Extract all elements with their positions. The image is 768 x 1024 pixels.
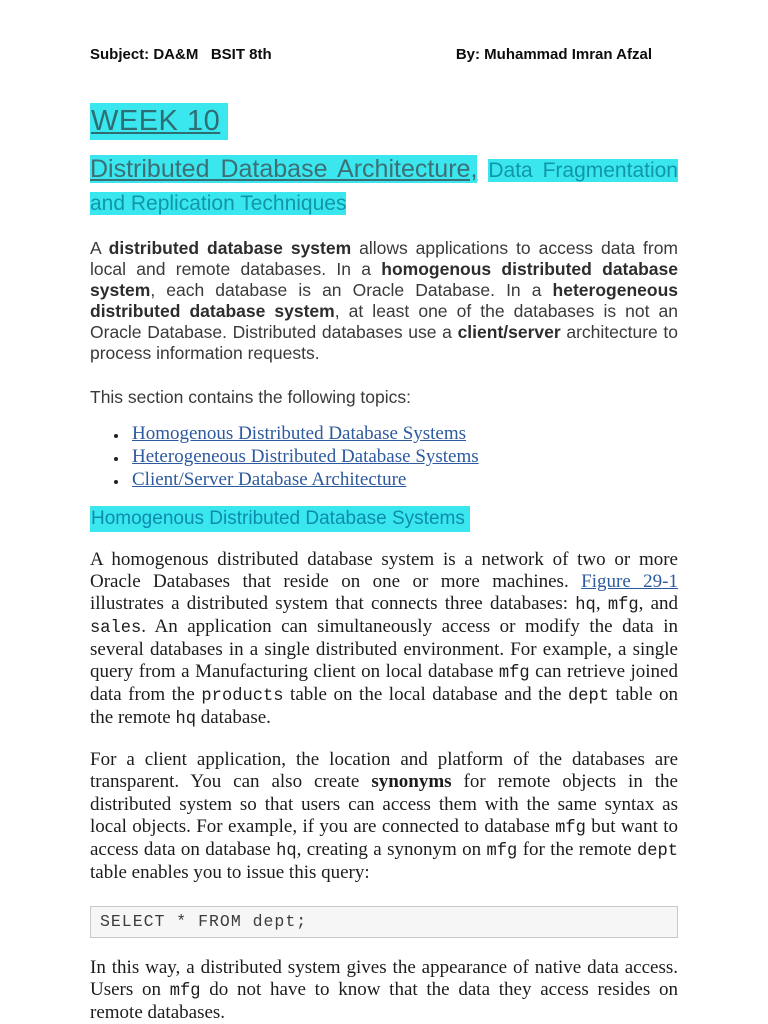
text-run: . An application can simultaneously access or modify the data in several databases in a single distributed environment. For example, a single query from a Manufacturing client on local database bbox=[90, 615, 678, 683]
text-run: , and bbox=[638, 592, 679, 614]
topic-link-client-server[interactable]: Client/Server Database Architecture bbox=[132, 469, 407, 491]
code-term: hq bbox=[276, 841, 297, 861]
text-run: architecture to process information requests. bbox=[90, 322, 679, 363]
sql-code-block: SELECT * FROM dept; bbox=[90, 906, 678, 938]
text-run: for the remote bbox=[517, 838, 637, 860]
code-term: dept bbox=[567, 687, 609, 707]
title-separator: , bbox=[470, 155, 478, 183]
week-heading-text: WEEK 10 bbox=[90, 103, 228, 140]
list-item bbox=[128, 468, 678, 491]
text-run: , each database is an Oracle Database. In a bbox=[150, 280, 553, 300]
topic-link-homogenous[interactable]: Homogenous Distributed Database Systems bbox=[132, 423, 467, 444]
list-item bbox=[128, 422, 678, 445]
text-run: For a client application, the location and platform of the databases are transparent. You can also create bbox=[90, 749, 678, 793]
text-run: , creating a synonym on bbox=[296, 838, 487, 860]
homogenous-paragraph bbox=[90, 549, 678, 731]
title-part-1: Distributed Database Architecture bbox=[90, 155, 471, 183]
section-heading-text: Homogenous Distributed Database Systems bbox=[90, 506, 470, 532]
code-term: mfg bbox=[169, 982, 201, 1002]
title-part-2: Data Fragmentation and Replication Techniques bbox=[90, 159, 678, 215]
code-term: mfg bbox=[498, 664, 530, 684]
text-run: table enables you to issue this query: bbox=[90, 861, 370, 883]
text-run: database. bbox=[196, 707, 271, 729]
week-heading bbox=[90, 105, 678, 138]
code-term: mfg bbox=[555, 818, 586, 838]
page-title bbox=[90, 153, 678, 218]
text-run: can retrieve joined data from the bbox=[90, 661, 678, 706]
text-run: A homogenous distributed database system is a network of two or more Oracle Databases that reside on one or more machines. bbox=[90, 548, 678, 592]
text-run: In this way, a distributed system gives the appearance of native data access. Users on bbox=[90, 956, 678, 1001]
text-run: , bbox=[595, 592, 608, 614]
code-term: sales bbox=[90, 618, 142, 638]
bold-term: client/server bbox=[457, 322, 561, 342]
header-author: By: Muhammad Imran Afzal bbox=[455, 46, 652, 63]
bold-term: heterogeneous distributed database system bbox=[90, 280, 678, 321]
code-term: products bbox=[201, 687, 284, 707]
code-term: mfg bbox=[607, 595, 639, 615]
text-run: illustrates a distributed system that connects three databases: bbox=[90, 592, 576, 614]
document-header bbox=[90, 46, 678, 63]
text-run: table on the local database and the bbox=[283, 684, 568, 706]
topic-link-heterogeneous[interactable]: Heterogeneous Distributed Database Systems bbox=[132, 446, 479, 468]
code-term: mfg bbox=[486, 841, 518, 861]
code-term: hq bbox=[575, 595, 596, 615]
bold-term: synonyms bbox=[371, 771, 452, 793]
intro-paragraph bbox=[90, 238, 678, 364]
code-term: dept bbox=[636, 841, 678, 861]
bold-term: homogenous distributed database system bbox=[90, 259, 678, 300]
text-run: A bbox=[90, 238, 109, 258]
header-subject: Subject: DA&M BSIT 8th bbox=[90, 46, 272, 63]
text-run: table on the remote bbox=[90, 684, 678, 729]
text-run: allows applications to access data from local and remote databases. In a bbox=[90, 238, 678, 279]
section-heading bbox=[90, 508, 678, 530]
topics-list bbox=[90, 422, 678, 492]
text-run: for remote objects in the distributed system so that users can access them with the same syntax as local objects. For example, if you are connected to database bbox=[90, 771, 678, 837]
text-run: do not have to know that the data they access resides on remote databases. bbox=[90, 979, 678, 1024]
closing-paragraph bbox=[90, 957, 678, 1024]
client-paragraph bbox=[90, 749, 678, 884]
text-run: , at least one of the databases is not an Oracle Database. Distributed databases use a bbox=[90, 301, 679, 342]
topics-lead: This section contains the following topics: bbox=[90, 387, 411, 407]
list-item bbox=[128, 445, 678, 468]
code-term: hq bbox=[175, 710, 196, 730]
text-run: but want to access data on database bbox=[90, 815, 678, 860]
inline-link[interactable]: Figure 29-1 bbox=[581, 570, 678, 592]
bold-term: distributed database system bbox=[108, 238, 352, 258]
